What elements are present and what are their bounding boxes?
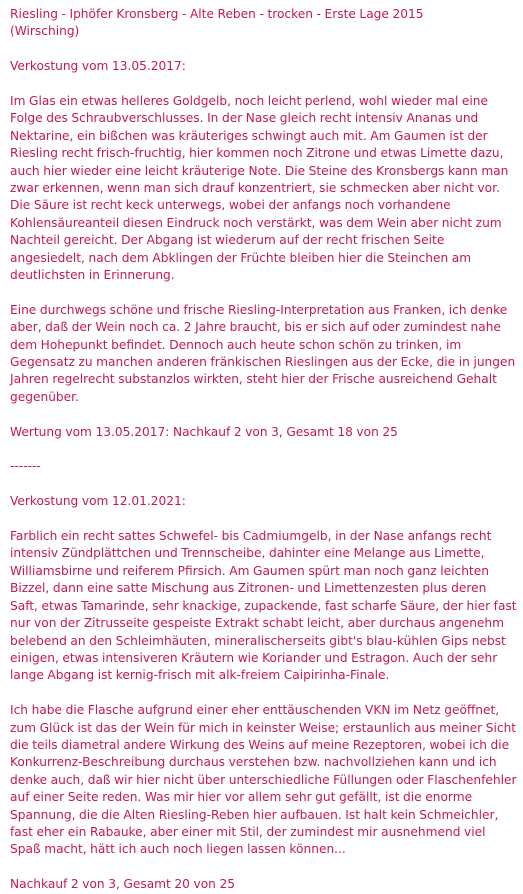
tasting-2-paragraph-1: Farblich ein recht sattes Schwefel- bis Cadmiumgelb, in der Nase anfangs recht intensiv Zündplättchen und Trennscheibe, dahinter eine Melange aus Limette, Williamsbirne und reiferem Pfirsich. Am Gaumen spürt man noch ganz leichten Bizzel, dann eine satte Mischung aus Zitronen- und Limettenzesten plus deren Saft, etwas Tamarinde, sehr knackige, zupackende, fast scharfe Säure, der hier fast nur von der Zitrusseite gespeiste Extrakt schabt leicht, aber durchaus angenehm belebend an den Schleimhäuten, mineralischerseits gibt's blau-kühlen Gips nebst einigen, etwas intensiveren Kräutern wie Koriander und Estragon. Auch der sehr lange Abgang ist kernig-frisch mit alk-freiem Caipirinha-Finale. [10, 529, 517, 683]
wine-title: Riesling - Iphöfer Kronsberg - Alte Reben - trocken - Erste Lage 2015 (Wirsching) [10, 7, 424, 39]
tasting-1-rating: Wertung vom 13.05.2017: Nachkauf 2 von 3, Gesamt 18 von 25 [10, 424, 398, 439]
tasting-2-rating: Nachkauf 2 von 3, Gesamt 20 von 25 [10, 877, 235, 892]
tasting-1-paragraph-2: Eine durchwegs schöne und frische Riesling-Interpretation aus Franken, ich denke aber, daß der Wein noch ca. 2 Jahre braucht, bis er sich auf oder zumindest nahe dem Hohepunkt befindet. Dennoch auch heute schon schön zu trinken, im Gegensatz zu manchen anderen fränkischen Rieslingen aus der Ecke, die in jungen Jahren regelrecht substanzlos wirkten, steht hier der Frische ausreichend Gehalt gegenüber. [10, 302, 516, 404]
tasting-1-heading: Verkostung vom 13.05.2017: [10, 59, 186, 74]
tasting-2-paragraph-2: Ich habe die Flasche aufgrund einer eher enttäuschenden VKN im Netz geöffnet, zum Glück ist das der Wein für mich in keinster Weise; erstaunlich aus meiner Sicht die teils diametral andere Wirkung des Weins auf meine Rezeptoren, wobei ich die Konkurrenz-Beschreibung durchaus verstehen bzw. nachvollziehen kann und ich denke auch, daß wir hier nicht über unterschiedliche Füllungen oder Flaschenfehler auf einer Seite reden. Was mir hier vor allem sehr gut gefällt, ist die enorme Spannung, die die Alten Riesling-Reben hier aufbauen. Ist halt kein Schmeichler, fast eher ein Rabauke, aber einer mit Stil, der zumindest mir ausnehmend viel Spaß macht, hätt ich auch noch liegen lassen können... [10, 703, 517, 857]
separator: ------- [10, 459, 41, 474]
tasting-1-paragraph-1: Im Glas ein etwas helleres Goldgelb, noch leicht perlend, wohl wieder mal eine Folge des Schraubverschlusses. In der Nase gleich recht intensiv Ananas und Nektarine, ein bißchen was kräuteriges schwingt auch mit. Am Gaumen ist der Riesling recht frisch-fruchtig, hier kommen noch Zitrone und etwas Limette dazu, auch hier wieder eine leicht kräuterige Note. Die Steine des Kronsbergs kann man zwar erkennen, wenn man sich drauf konzentriert, sie schmecken aber nicht vor. Die Säure ist recht keck unterwegs, wobei der anfangs noch vorhandene Kohlensäureanteil diesen Eindruck noch verstärkt, was dem Wein aber nicht zum Nachteil gereicht. Der Abgang ist wiederum auf der recht frischen Seite angesiedelt, nach dem Abklingen der Früchte bleiben hier die Steinchen am deutlichsten in Erinnerung. [10, 94, 509, 283]
tasting-2-heading: Verkostung vom 12.01.2021: [10, 494, 186, 509]
